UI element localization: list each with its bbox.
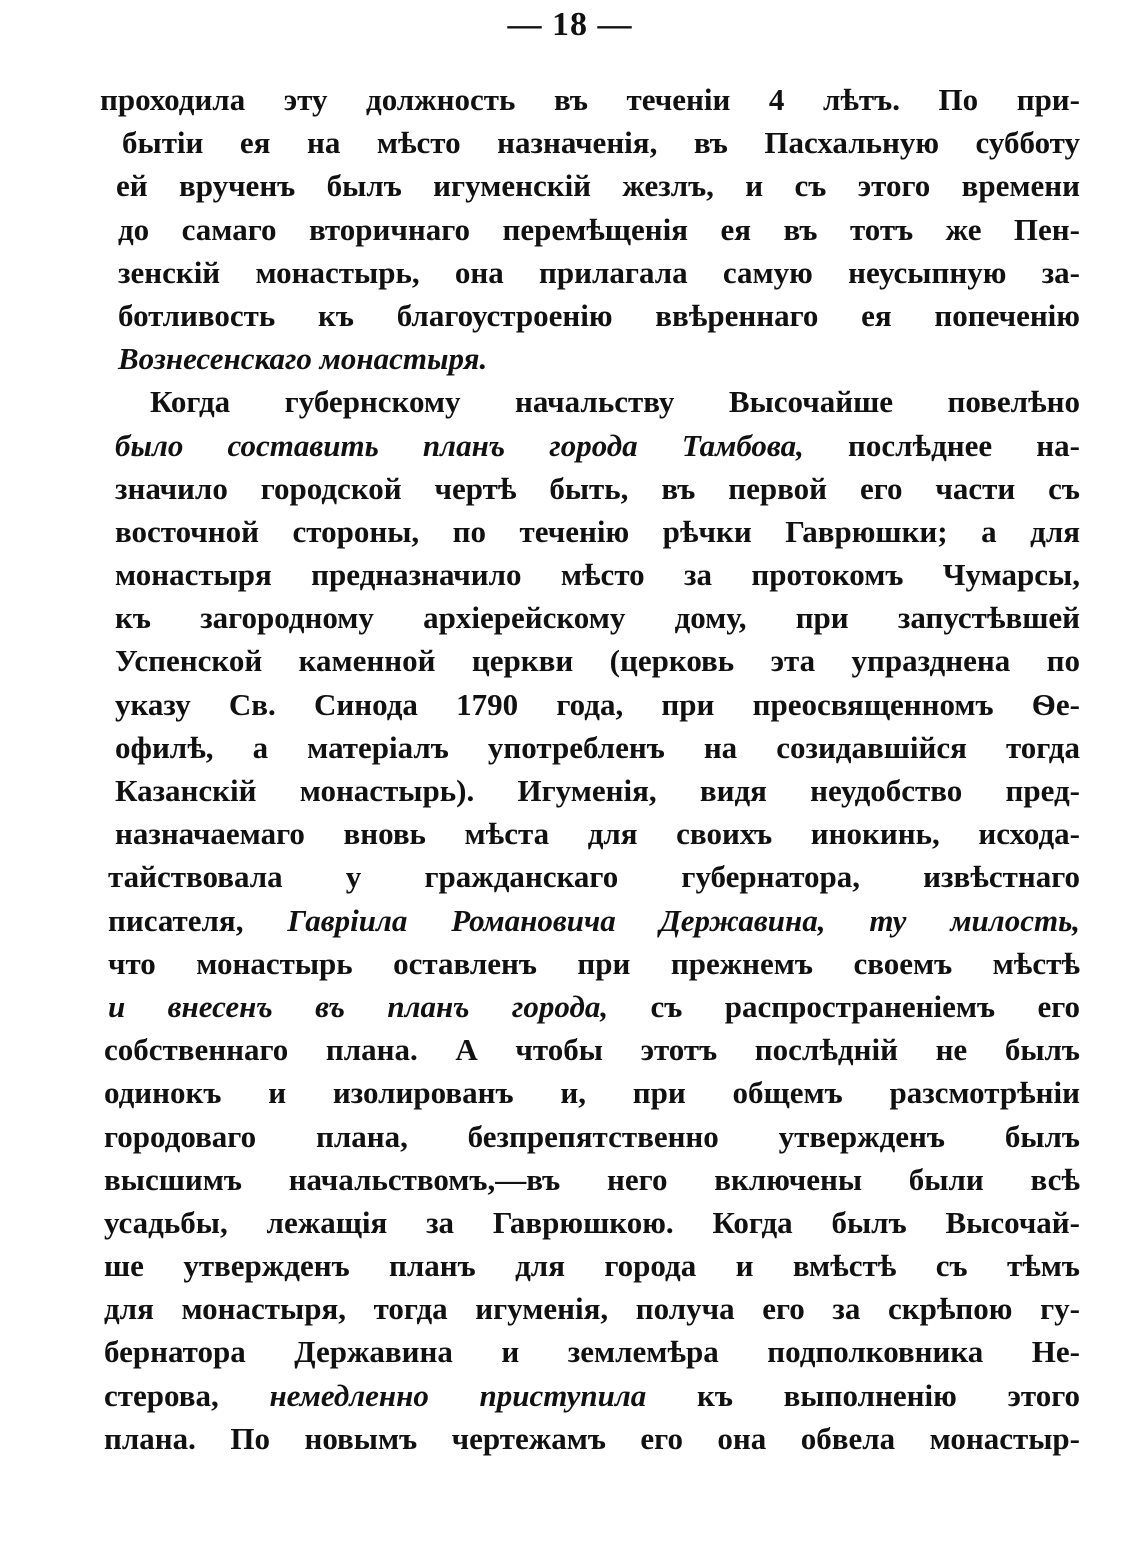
text-line: одинокъ и изолированъ и, при общемъ разсмотрѣніи [104, 1075, 1080, 1111]
text-line: значило городской чертѣ быть, въ первой его части съ [115, 470, 1080, 506]
text-line: монастыря предназначило мѣсто за протокомъ Чумарсы, [115, 557, 1080, 593]
text-line: до самаго вторичнаго перемѣщенія ея въ тотъ же Пен- [118, 211, 1080, 247]
text-line: для монастыря, тогда игуменія, получа его за скрѣпою гу- [104, 1291, 1080, 1327]
text-line: Когда губернскому начальству Высочайше повелѣно [150, 384, 1080, 420]
text-line: писателя, Гавріила Романовича Державина, ту милость, [108, 902, 1080, 938]
text-line: бернатора Державина и землемѣра подполковника Не- [104, 1334, 1080, 1370]
text-line: Казанскій монастырь). Игуменія, видя неудобство пред- [115, 773, 1080, 808]
text-line: указу Св. Синода 1790 года, при преосвященномъ Ѳе- [115, 686, 1080, 722]
text-line: восточной стороны, по теченію рѣчки Гаврюшки; а для [115, 513, 1080, 549]
text-line: ше утвержденъ планъ для города и вмѣстѣ съ тѣмъ [104, 1248, 1080, 1284]
text-line: что монастырь оставленъ при прежнемъ своемъ мѣстѣ [108, 945, 1080, 981]
text-line: городоваго плана, безпрепятственно утвержденъ былъ [104, 1118, 1080, 1154]
text-line: ей врученъ былъ игуменскій жезлъ, и съ этого времени [116, 168, 1080, 204]
text-line: Вознесенскаго монастыря. [118, 341, 488, 377]
text-line: высшимъ начальствомъ,—въ него включены были всѣ [104, 1161, 1080, 1197]
text-line: назначаемаго вновь мѣста для своихъ инокинь, исхода- [115, 816, 1080, 852]
text-line: ботливость къ благоустроенію ввѣреннаго ея попеченію [118, 297, 1080, 333]
page-number: — 18 — [507, 6, 633, 43]
text-line: собственнаго плана. А чтобы этотъ послѣдній не былъ [104, 1032, 1080, 1068]
text-line: офилѣ, а матеріалъ употребленъ на созидавшійся тогда [115, 729, 1080, 765]
text-line: Успенской каменной церкви (церковь эта упразднена по [115, 643, 1080, 679]
text-line: проходила эту должность въ теченіи 4 лѣтъ. По при- [100, 82, 1080, 117]
text-line: усадьбы, лежащія за Гаврюшкою. Когда былъ Высочай- [104, 1204, 1080, 1240]
page-text [100, 78, 1080, 1460]
text-line: къ загородному архіерейскому дому, при запустѣвшей [115, 600, 1080, 636]
text-line: стерова, немедленно приступила къ выполненію этого [104, 1377, 1080, 1413]
text-line: и внесенъ въ планъ города, съ распространеніемъ его [108, 988, 1081, 1024]
text-line: тайствовала у гражданскаго губернатора, извѣстнаго [108, 859, 1080, 895]
text-line: бытіи ея на мѣсто назначенія, въ Пасхальную субботу [122, 125, 1080, 161]
text-line: зенскій монастырь, она прилагала самую неусыпную за- [118, 254, 1080, 290]
text-line: плана. По новымъ чертежамъ его она обвела монастыр- [104, 1420, 1080, 1456]
text-line: было составить планъ города Тамбова, послѣднее на- [115, 427, 1080, 463]
